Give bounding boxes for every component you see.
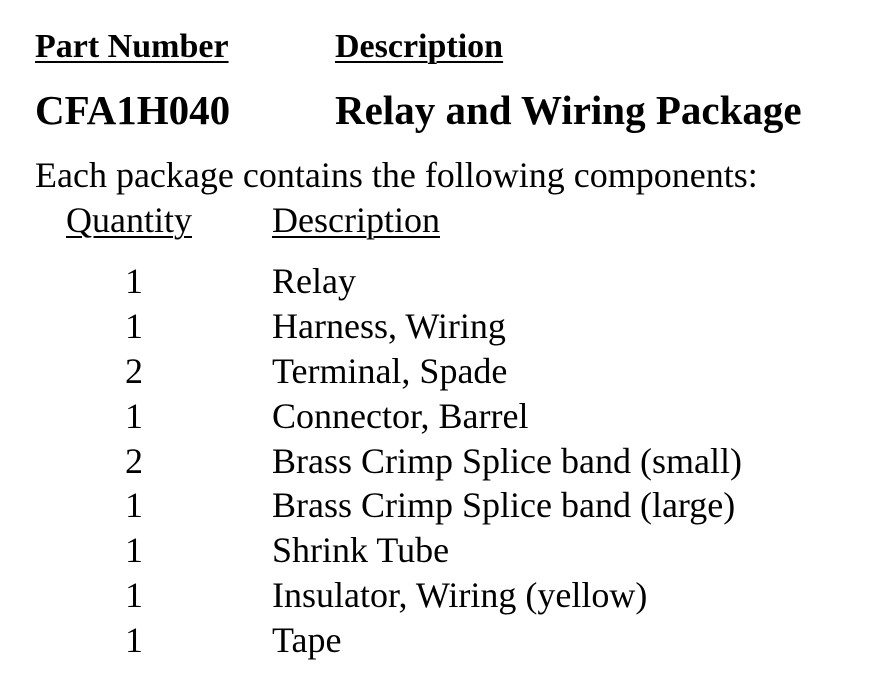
component-quantity: 1: [125, 620, 143, 660]
component-description: Insulator, Wiring (yellow): [272, 575, 648, 615]
component-quantity: 2: [125, 351, 143, 391]
component-quantity: 2: [125, 441, 143, 481]
component-description: Brass Crimp Splice band (large): [272, 485, 736, 525]
component-quantity: 1: [125, 261, 143, 301]
part-number-header: Part Number: [35, 28, 229, 65]
component-quantity: 1: [125, 530, 143, 570]
part-number: CFA1H040: [35, 87, 231, 133]
component-description: Tape: [272, 620, 342, 660]
component-quantity: 1: [125, 575, 143, 615]
component-description: Connector, Barrel: [272, 396, 529, 436]
component-description: Shrink Tube: [272, 530, 450, 570]
quantity-column-header: Quantity: [66, 200, 192, 240]
component-description: Brass Crimp Splice band (small): [272, 441, 742, 481]
component-description: Relay: [272, 261, 356, 301]
component-quantity: 1: [125, 306, 143, 346]
intro-text: Each package contains the following components:: [35, 155, 758, 195]
component-quantity: 1: [125, 485, 143, 525]
component-description: Terminal, Spade: [272, 351, 508, 391]
component-description-column-header: Description: [272, 200, 440, 240]
component-quantity: 1: [125, 396, 143, 436]
description-header: Description: [335, 28, 504, 65]
part-description: Relay and Wiring Package: [335, 87, 802, 133]
component-description: Harness, Wiring: [272, 306, 506, 346]
